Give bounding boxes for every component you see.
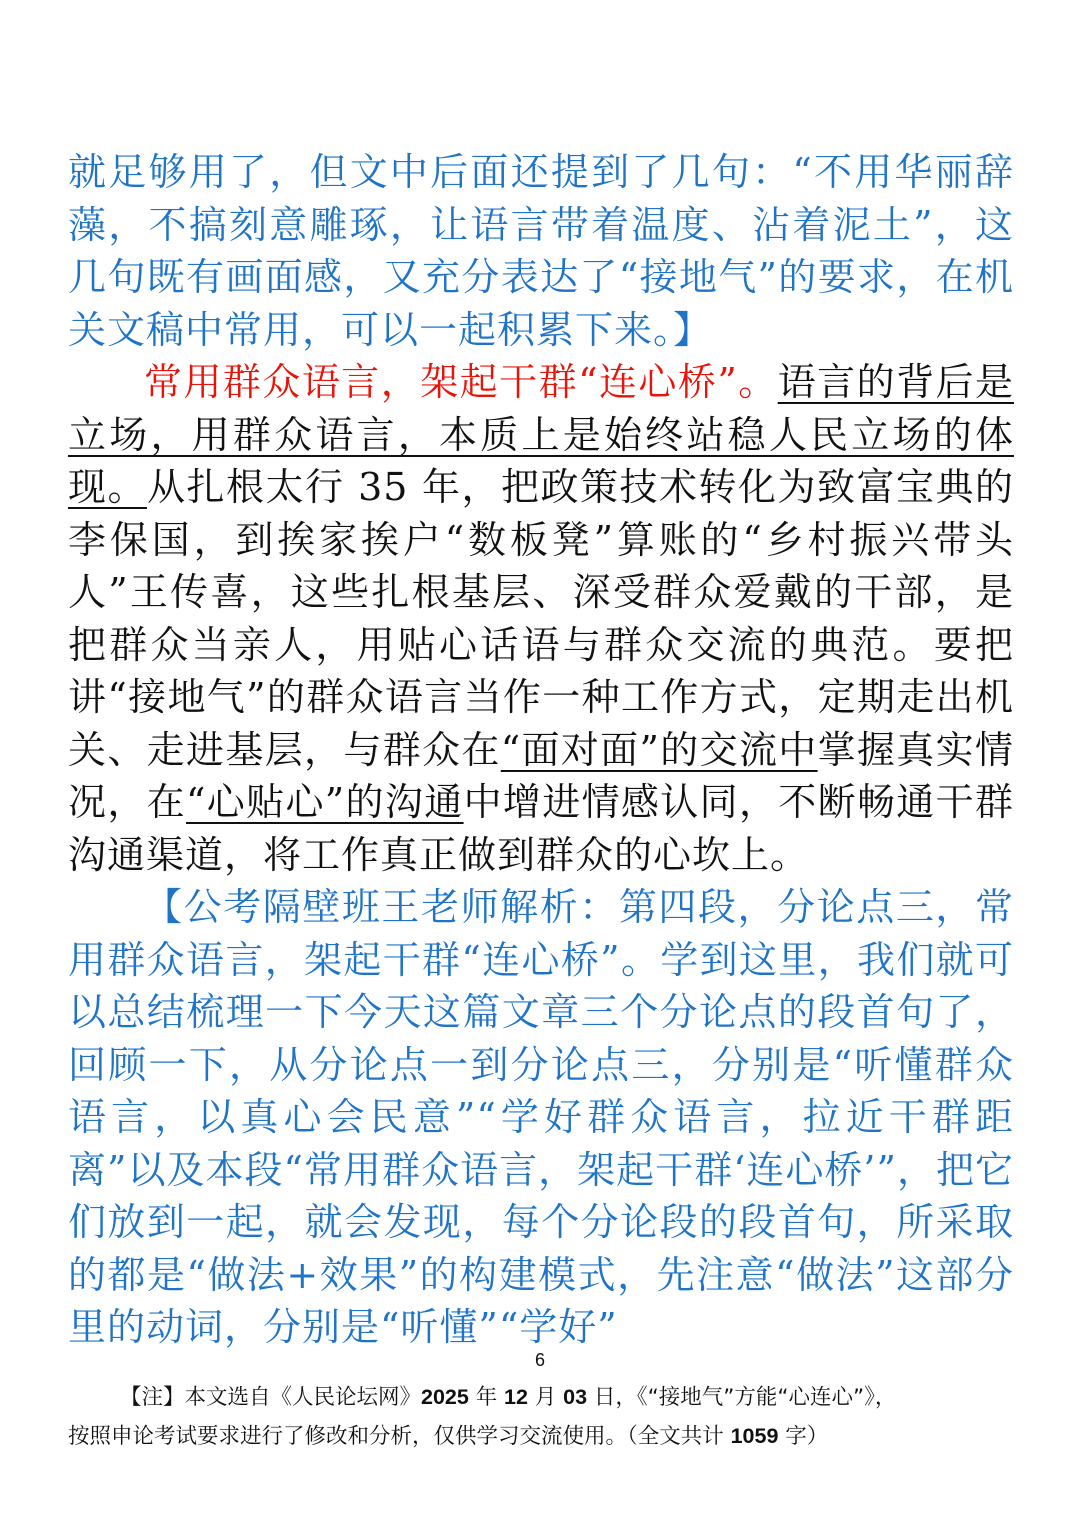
body-text: 中增进情感认同，不断畅通干群沟通渠道，将工作真正做到群众的心坎上。 [68,780,1014,877]
footnote-year: 2025 [421,1385,469,1409]
body-text: 掌握真实情况，在 [68,727,1014,824]
body-text: 从扎根太行 35 年，把政策技术转化为致富宝典的李保国，到挨家挨户“数板凳”算账的“乡村振兴带头人”王传喜，这些扎根基层、深受群众爱戴的干部，是把群众当亲人，用贴心话语与群众交流的典范。要把讲“接地气”的群众语言当作一种工作方式，定期走出机关、走进基层，与群众在 [68,465,1014,772]
footnote-month: 12 [504,1385,528,1409]
underlined-phrase-heart-to-heart: “心贴心”的沟通 [186,780,464,824]
page-number: 6 [534,1350,545,1370]
footnote-source: 【注】本文选自《人民论坛网》 [120,1385,422,1410]
analysis-paragraph: 【公考隔壁班王老师解析：第四段，分论点三，常用群众语言，架起干群“连心桥”。学到这里，我们就可以总结梳理一下今天这篇文章三个分论点的段首句了，回顾一下，从分论点一到分论点三，分别是“听懂群众语言，以真心会民意”“学好群众语言，拉近干群距离”以及本段“常用群众语言，架起干群‘连心桥’”，把它们放到一起，就会发现，每个分论段的段首句，所采取的都是“做法+效果”的构建模式，先注意“做法”这部分里的动词，分别是“听懂”“学好” [68,885,1014,1349]
footnote [68,1378,1014,1456]
footnote-text: 按照申论考试要求进行了修改和分析，仅供学习交流使用。（全文共计 [68,1424,731,1449]
footnote-day: 03 [563,1385,588,1409]
footnote-text: 月 [527,1385,564,1410]
underlined-sentence: 语言的背后是立场，用群众语言，本质上是始终站稳人民立场的体现。 [68,360,1014,509]
footnote-count: 1059 [730,1424,779,1448]
body-paragraph-4 [68,356,1014,881]
footnote-text: 字） [778,1424,829,1449]
analysis-paragraph-continued: 就足够用了，但文中后面还提到了几句：“不用华丽辞藻，不搞刻意雕琢，让语言带着温度、沾着泥土”，这几句既有画面感，又充分表达了“接地气”的要求，在机关文稿中常用，可以一起积累下来。】 [68,150,1014,352]
footnote-line-1 [68,1378,1014,1417]
footnote-title: 日，《“接地气”方能“心连心”》， [587,1385,897,1410]
footnote-text: 年 [468,1385,505,1410]
underlined-phrase-face-to-face: “面对面”的交流中 [500,727,818,772]
footnote-line-2 [68,1424,828,1449]
section-heading: 常用群众语言，架起干群“连心桥”。 [144,360,778,404]
document-body [68,146,1014,1354]
